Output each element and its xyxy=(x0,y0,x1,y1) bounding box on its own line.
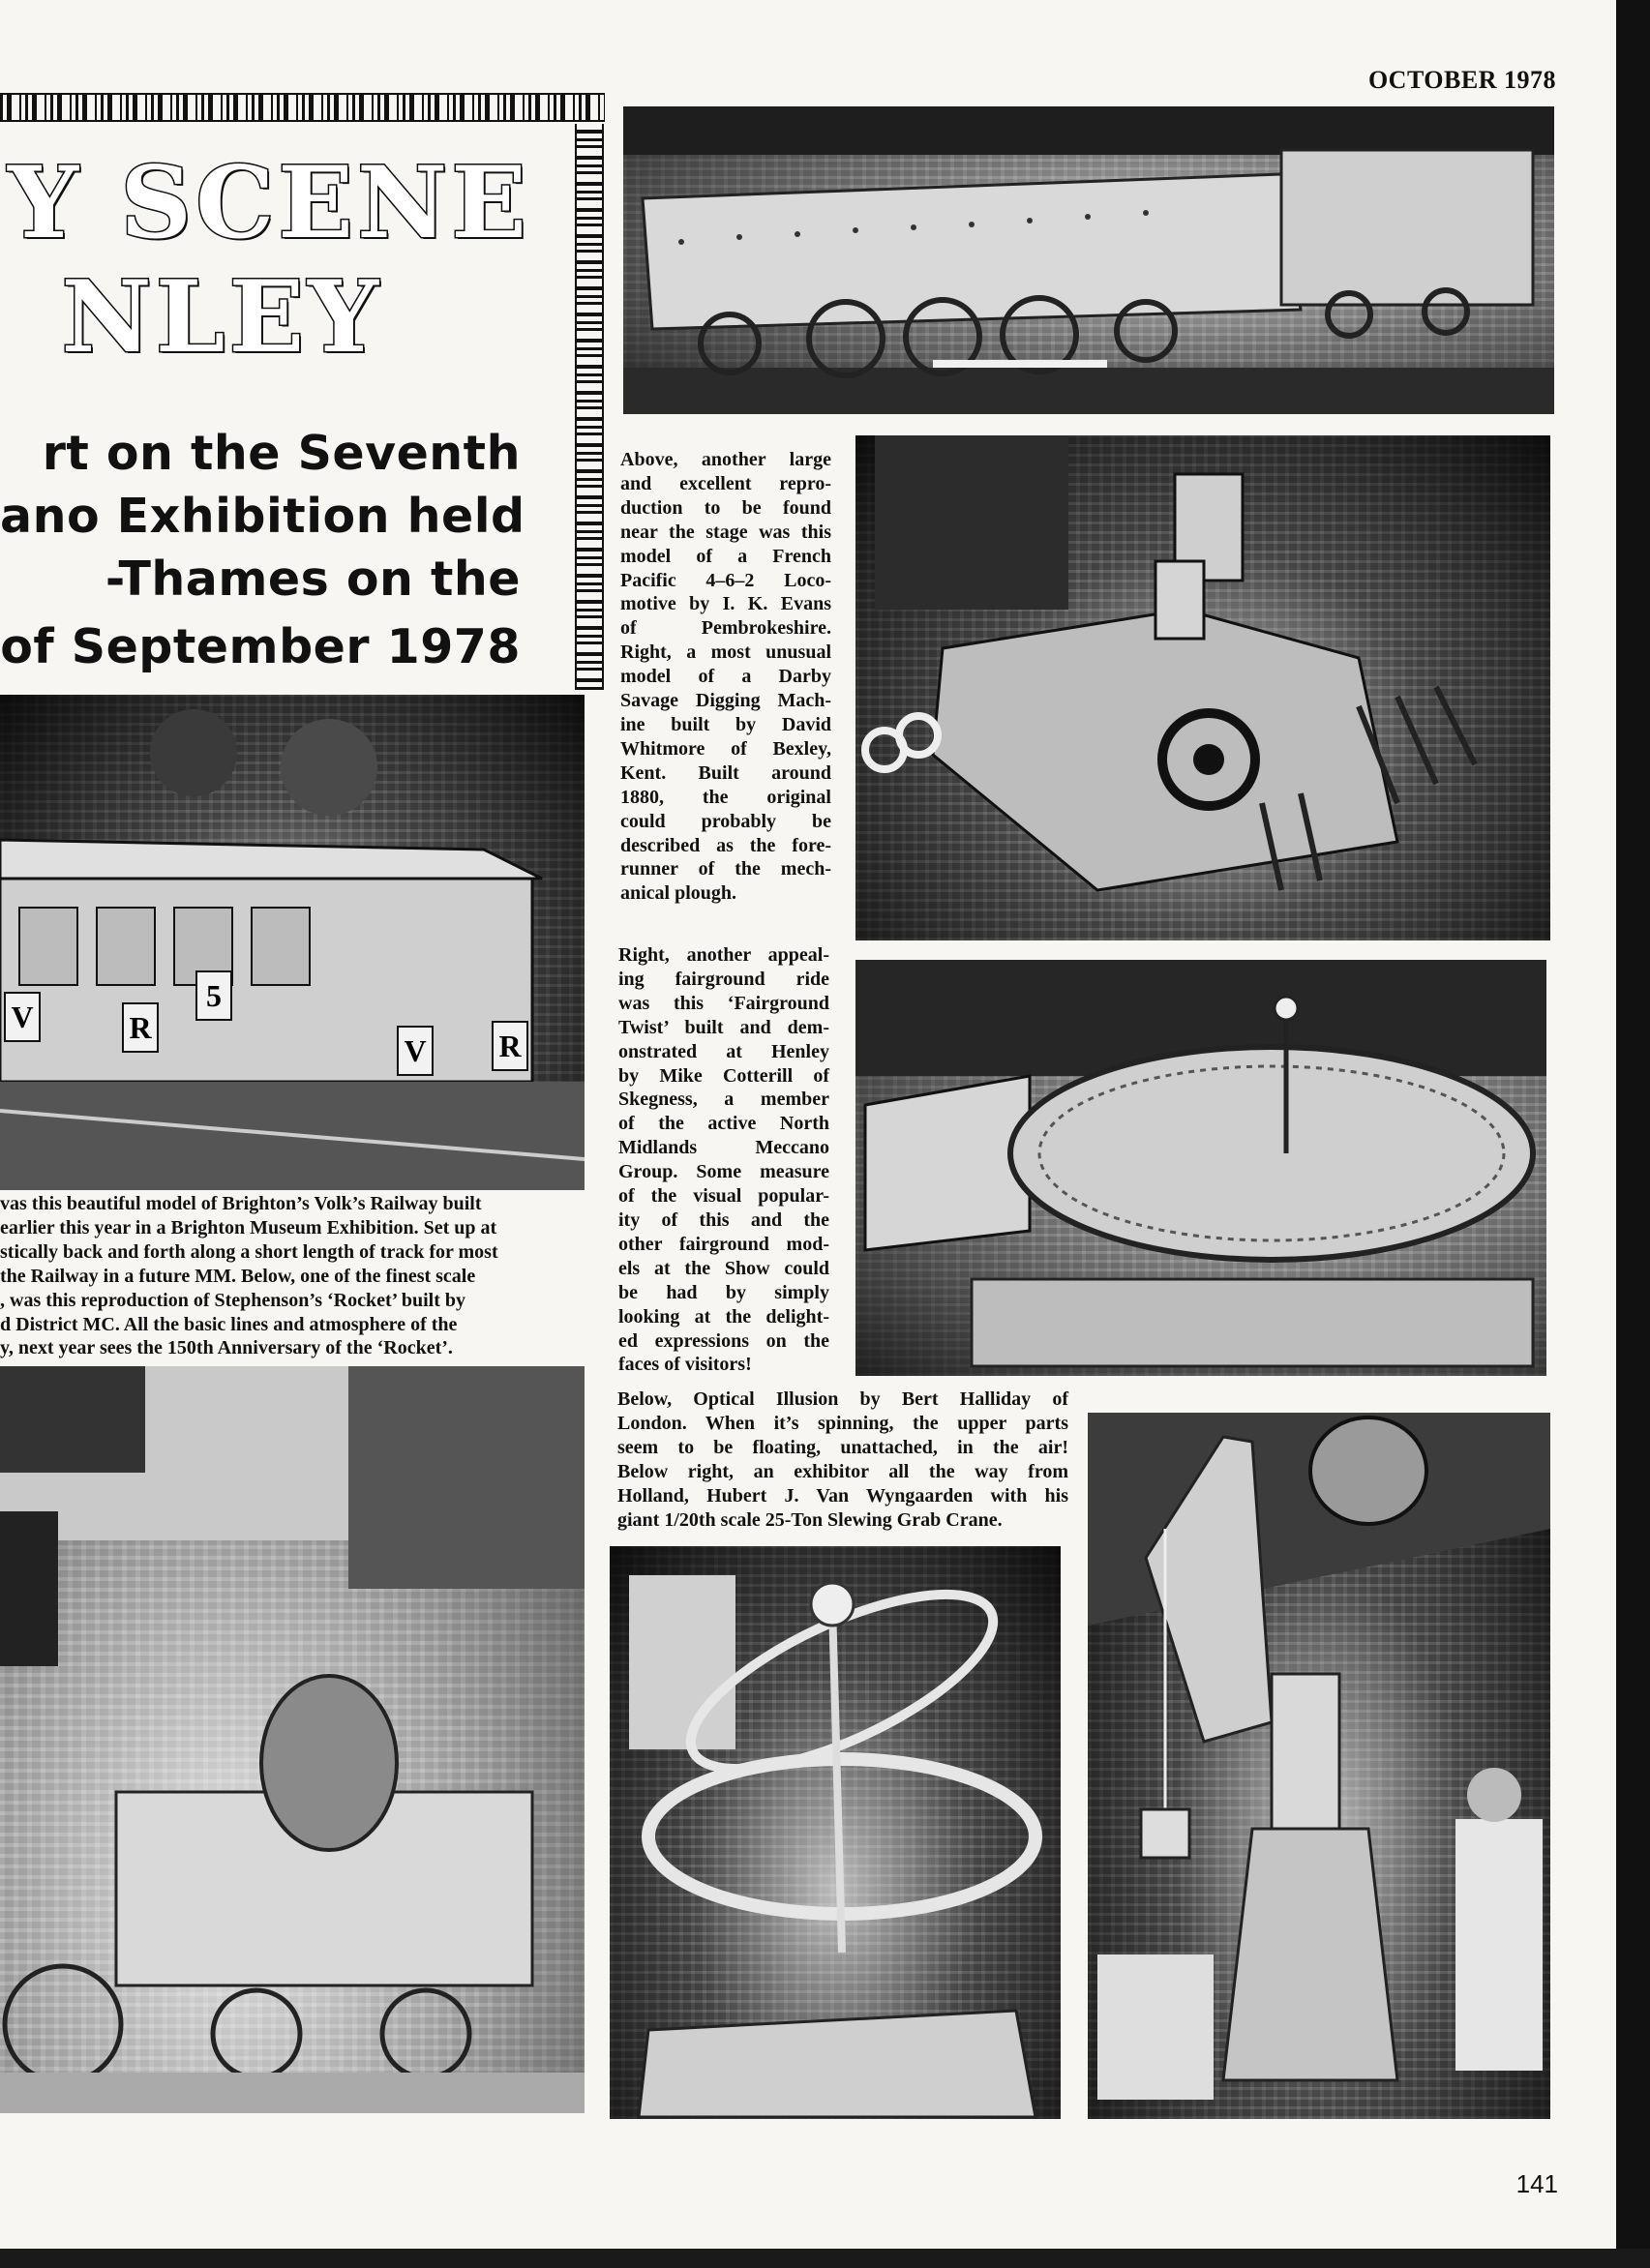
bottom-edge xyxy=(0,2249,1650,2268)
photo-slewing-grab-crane xyxy=(1088,1413,1550,2119)
caption-fairground-twist: Right, another appeal- ing fairground ride was this ‘Fairground Twist’ built and dem- onstrated at Henley by Mike Cotterill of Skegness, a member of the active North Midlands Meccano Group. Some measure of the visual popular- ity of this and the other fairground mod- els at the Show could be had by simply looking at the delight- ed expressions on the faces of visitors! xyxy=(618,944,829,1376)
subtitle-line-3: -Thames on the xyxy=(105,552,521,607)
headline-line-2: NLEY xyxy=(61,259,382,375)
tram-plate-2: R xyxy=(122,1002,159,1053)
caption-locomotive-digging-machine: Above, another large and excellent repro- duction to be found near the stage was this model of a French Pacific 4–6–2 Loco- motive by I. K. Evans of Pembrokeshire. Right, a most unusual model of a Darby Savage Digging Mach- ine built by David Whitmore of Bexley, Kent. Built around 1880, the original could probably be described as the fore- runner of the mech- anical plough. xyxy=(620,449,831,905)
ornamental-border-top xyxy=(0,93,605,122)
caption-volks-railway-rocket: vas this beautiful model of Brighton’s Volk’s Railway built earlier this year in a Brighton Museum Exhibition. Set up at stically back and forth along a short length of track for most the Railway in a future MM. Below, one of the finest scale , was this reproduction of Stephenson’s ‘Rocket’ built by d District MC. All the basic lines and atmosphere of the y, next year sees the 150th Anniversary of the ‘Rocket’. xyxy=(0,1193,498,1359)
tram-plate-1: V xyxy=(4,992,41,1042)
photo-volks-railway-tram xyxy=(0,695,585,1190)
headline-line-1: Y SCENE xyxy=(8,145,530,261)
photo-optical-illusion xyxy=(610,1546,1061,2119)
issue-date: OCTOBER 1978 xyxy=(1367,66,1556,94)
photo-fairground-twist xyxy=(855,960,1546,1376)
optical-illusion-sketch xyxy=(610,1546,1061,2119)
fairground-sketch xyxy=(855,960,1546,1376)
ornamental-border-right xyxy=(575,124,604,690)
photo-stephensons-rocket xyxy=(0,1366,585,2113)
tram-sketch xyxy=(0,695,585,1190)
crane-sketch xyxy=(1088,1413,1550,2119)
tram-plate-4: V xyxy=(397,1026,434,1076)
page-number: 141 xyxy=(1515,2169,1558,2198)
photo-french-pacific-locomotive xyxy=(623,106,1554,414)
tram-plate-5: R xyxy=(492,1021,528,1071)
subtitle-line-1: rt on the Seventh xyxy=(42,426,521,481)
photo-darby-digging-machine xyxy=(855,435,1550,940)
rocket-sketch xyxy=(0,1366,585,2113)
subtitle-line-2: ano Exhibition held xyxy=(0,489,525,544)
locomotive-sketch xyxy=(623,106,1554,414)
caption-optical-illusion-crane: Below, Optical Illusion by Bert Halliday of London. When it’s spinning, the upper parts seem to be floating, unattached, in the air! Below right, an exhibitor all the way from Holland, Hubert J. Van Wyngaarden with his giant 1/20th scale 25-Ton Slewing Grab Crane. xyxy=(617,1388,1068,1531)
digging-machine-sketch xyxy=(855,435,1550,940)
binding-edge xyxy=(1616,0,1650,2268)
subtitle-line-4: of September 1978 xyxy=(0,619,521,674)
tram-plate-3: 5 xyxy=(195,970,232,1021)
